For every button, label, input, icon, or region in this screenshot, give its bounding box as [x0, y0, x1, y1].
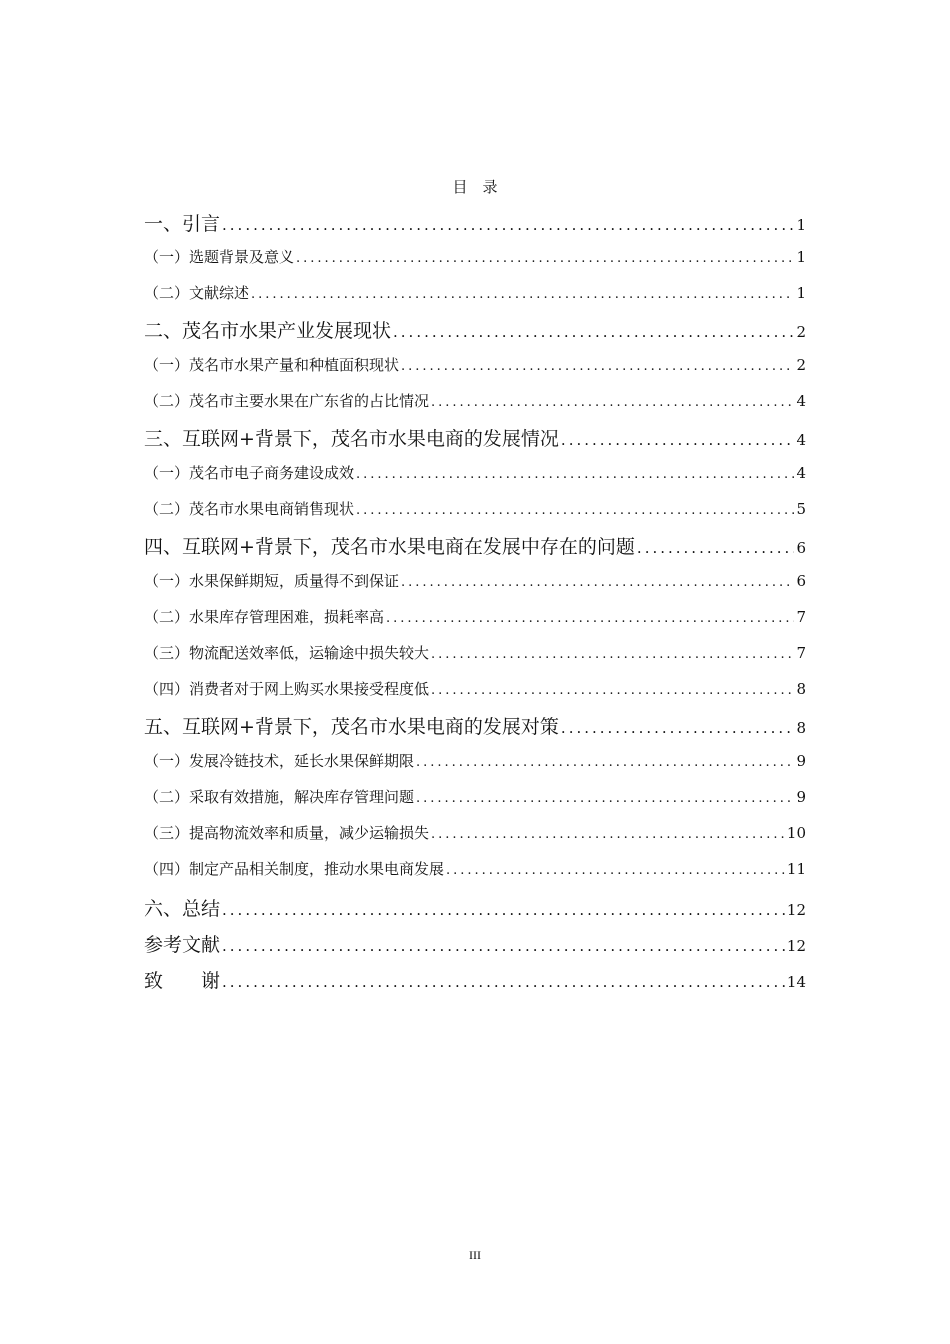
- dot-leader: [401, 359, 794, 374]
- toc-entry[interactable]: [144, 606, 806, 627]
- toc-entry[interactable]: [144, 354, 806, 375]
- dot-leader: [561, 719, 795, 737]
- toc-entry-label: （一）茂名市电子商务建设成效: [144, 464, 355, 482]
- dot-leader: [446, 863, 785, 878]
- toc-entry-page: 6: [796, 539, 806, 557]
- toc-entry[interactable]: [144, 316, 806, 343]
- dot-leader: [222, 937, 785, 955]
- dot-leader: [296, 251, 794, 266]
- toc-entry[interactable]: [144, 678, 806, 699]
- toc-entry-label: （一）水果保鲜期短，质量得不到保证: [144, 572, 400, 590]
- toc-entry-page: 8: [796, 719, 806, 737]
- toc-entry[interactable]: [144, 532, 806, 559]
- toc-entry[interactable]: [144, 822, 806, 843]
- toc-entry-label: （三）物流配送效率低，运输途中损失较大: [144, 644, 430, 662]
- toc-entry[interactable]: [144, 390, 806, 411]
- toc-entry[interactable]: [144, 786, 806, 807]
- toc-entry-page: 4: [796, 431, 806, 449]
- dot-leader: [251, 287, 794, 302]
- dot-leader: [222, 901, 785, 919]
- dot-leader: [356, 467, 794, 482]
- toc-entry[interactable]: [144, 246, 806, 267]
- toc-entry-label: （二）采取有效措施，解决库存管理问题: [144, 788, 415, 806]
- toc-entry-label: （二）茂名市水果电商销售现状: [144, 500, 355, 518]
- toc-entry[interactable]: [144, 424, 806, 451]
- dot-leader: [431, 395, 794, 410]
- toc-entry[interactable]: [144, 570, 806, 591]
- toc-entry[interactable]: [144, 462, 806, 483]
- dot-leader: [393, 323, 794, 341]
- toc-entry[interactable]: [144, 930, 806, 957]
- toc-entry-label: 二、茂名市水果产业发展现状: [144, 320, 392, 342]
- toc-entry-page: 4: [796, 392, 806, 410]
- toc-entry-page: 4: [796, 464, 806, 482]
- dot-leader: [386, 611, 794, 626]
- dot-leader: [222, 973, 785, 991]
- toc-entry-label: 五、互联网+背景下，茂名市水果电商的发展对策: [144, 716, 559, 738]
- toc-entry-label: （一）发展冷链技术，延长水果保鲜期限: [144, 752, 415, 770]
- toc-entry[interactable]: [144, 282, 806, 303]
- toc-entry[interactable]: [144, 894, 806, 921]
- toc-entry-label: （二）文献综述: [144, 284, 250, 302]
- toc-entry-page: 9: [796, 788, 806, 806]
- toc-entry-label: （一）选题背景及意义: [144, 248, 295, 266]
- toc-entry-page: 7: [796, 644, 806, 662]
- toc-entry-page: 14: [786, 973, 806, 991]
- toc-entry-page: 2: [796, 323, 806, 341]
- dot-leader: [431, 827, 785, 842]
- toc-entry-page: 8: [796, 680, 806, 698]
- toc-entry[interactable]: [144, 209, 806, 236]
- toc-entry-label: （一）茂名市水果产量和种植面积现状: [144, 356, 400, 374]
- toc-entry[interactable]: [144, 642, 806, 663]
- toc-entry[interactable]: [144, 966, 806, 993]
- dot-leader: [637, 539, 795, 557]
- dot-leader: [416, 791, 794, 806]
- dot-leader: [222, 216, 794, 234]
- dot-leader: [431, 683, 794, 698]
- toc-entry-page: 2: [796, 356, 806, 374]
- toc-entry-page: 1: [796, 248, 806, 266]
- toc-entry[interactable]: [144, 750, 806, 771]
- toc-entry-label: （二）水果库存管理困难，损耗率高: [144, 608, 385, 626]
- toc-entry-page: 6: [796, 572, 806, 590]
- dot-leader: [561, 431, 795, 449]
- toc-entry-page: 7: [796, 608, 806, 626]
- toc-entry-label: 致 谢: [144, 970, 221, 992]
- toc-entry[interactable]: [144, 858, 806, 879]
- toc-entry-page: 5: [796, 500, 806, 518]
- page-number: III: [469, 1248, 481, 1262]
- toc-entry-label: 一、引言: [144, 213, 221, 235]
- toc-entry-label: （三）提高物流效率和质量，减少运输损失: [144, 824, 430, 842]
- dot-leader: [356, 503, 794, 518]
- toc-entry-page: 1: [796, 284, 806, 302]
- toc-entry-page: 1: [796, 216, 806, 234]
- toc-entry-page: 10: [786, 824, 806, 842]
- toc-entry-label: （四）消费者对于网上购买水果接受程度低: [144, 680, 430, 698]
- dot-leader: [431, 647, 794, 662]
- toc-entry-label: 三、互联网+背景下，茂名市水果电商的发展情况: [144, 428, 559, 450]
- toc-entry[interactable]: [144, 498, 806, 519]
- toc-entry-page: 12: [786, 937, 806, 955]
- dot-leader: [416, 755, 794, 770]
- toc-entry-label: 六、总结: [144, 898, 221, 920]
- dot-leader: [401, 575, 794, 590]
- toc-entry[interactable]: [144, 712, 806, 739]
- toc-entry-label: （二）茂名市主要水果在广东省的占比情况: [144, 392, 430, 410]
- toc-entry-label: 参考文献: [144, 934, 221, 956]
- toc-entry-label: 四、互联网+背景下，茂名市水果电商在发展中存在的问题: [144, 536, 635, 558]
- toc-entry-page: 12: [786, 901, 806, 919]
- toc-title: 目 录: [452, 178, 498, 196]
- toc-entry-label: （四）制定产品相关制度，推动水果电商发展: [144, 860, 445, 878]
- toc-entry-page: 9: [796, 752, 806, 770]
- toc-entry-page: 11: [786, 860, 806, 878]
